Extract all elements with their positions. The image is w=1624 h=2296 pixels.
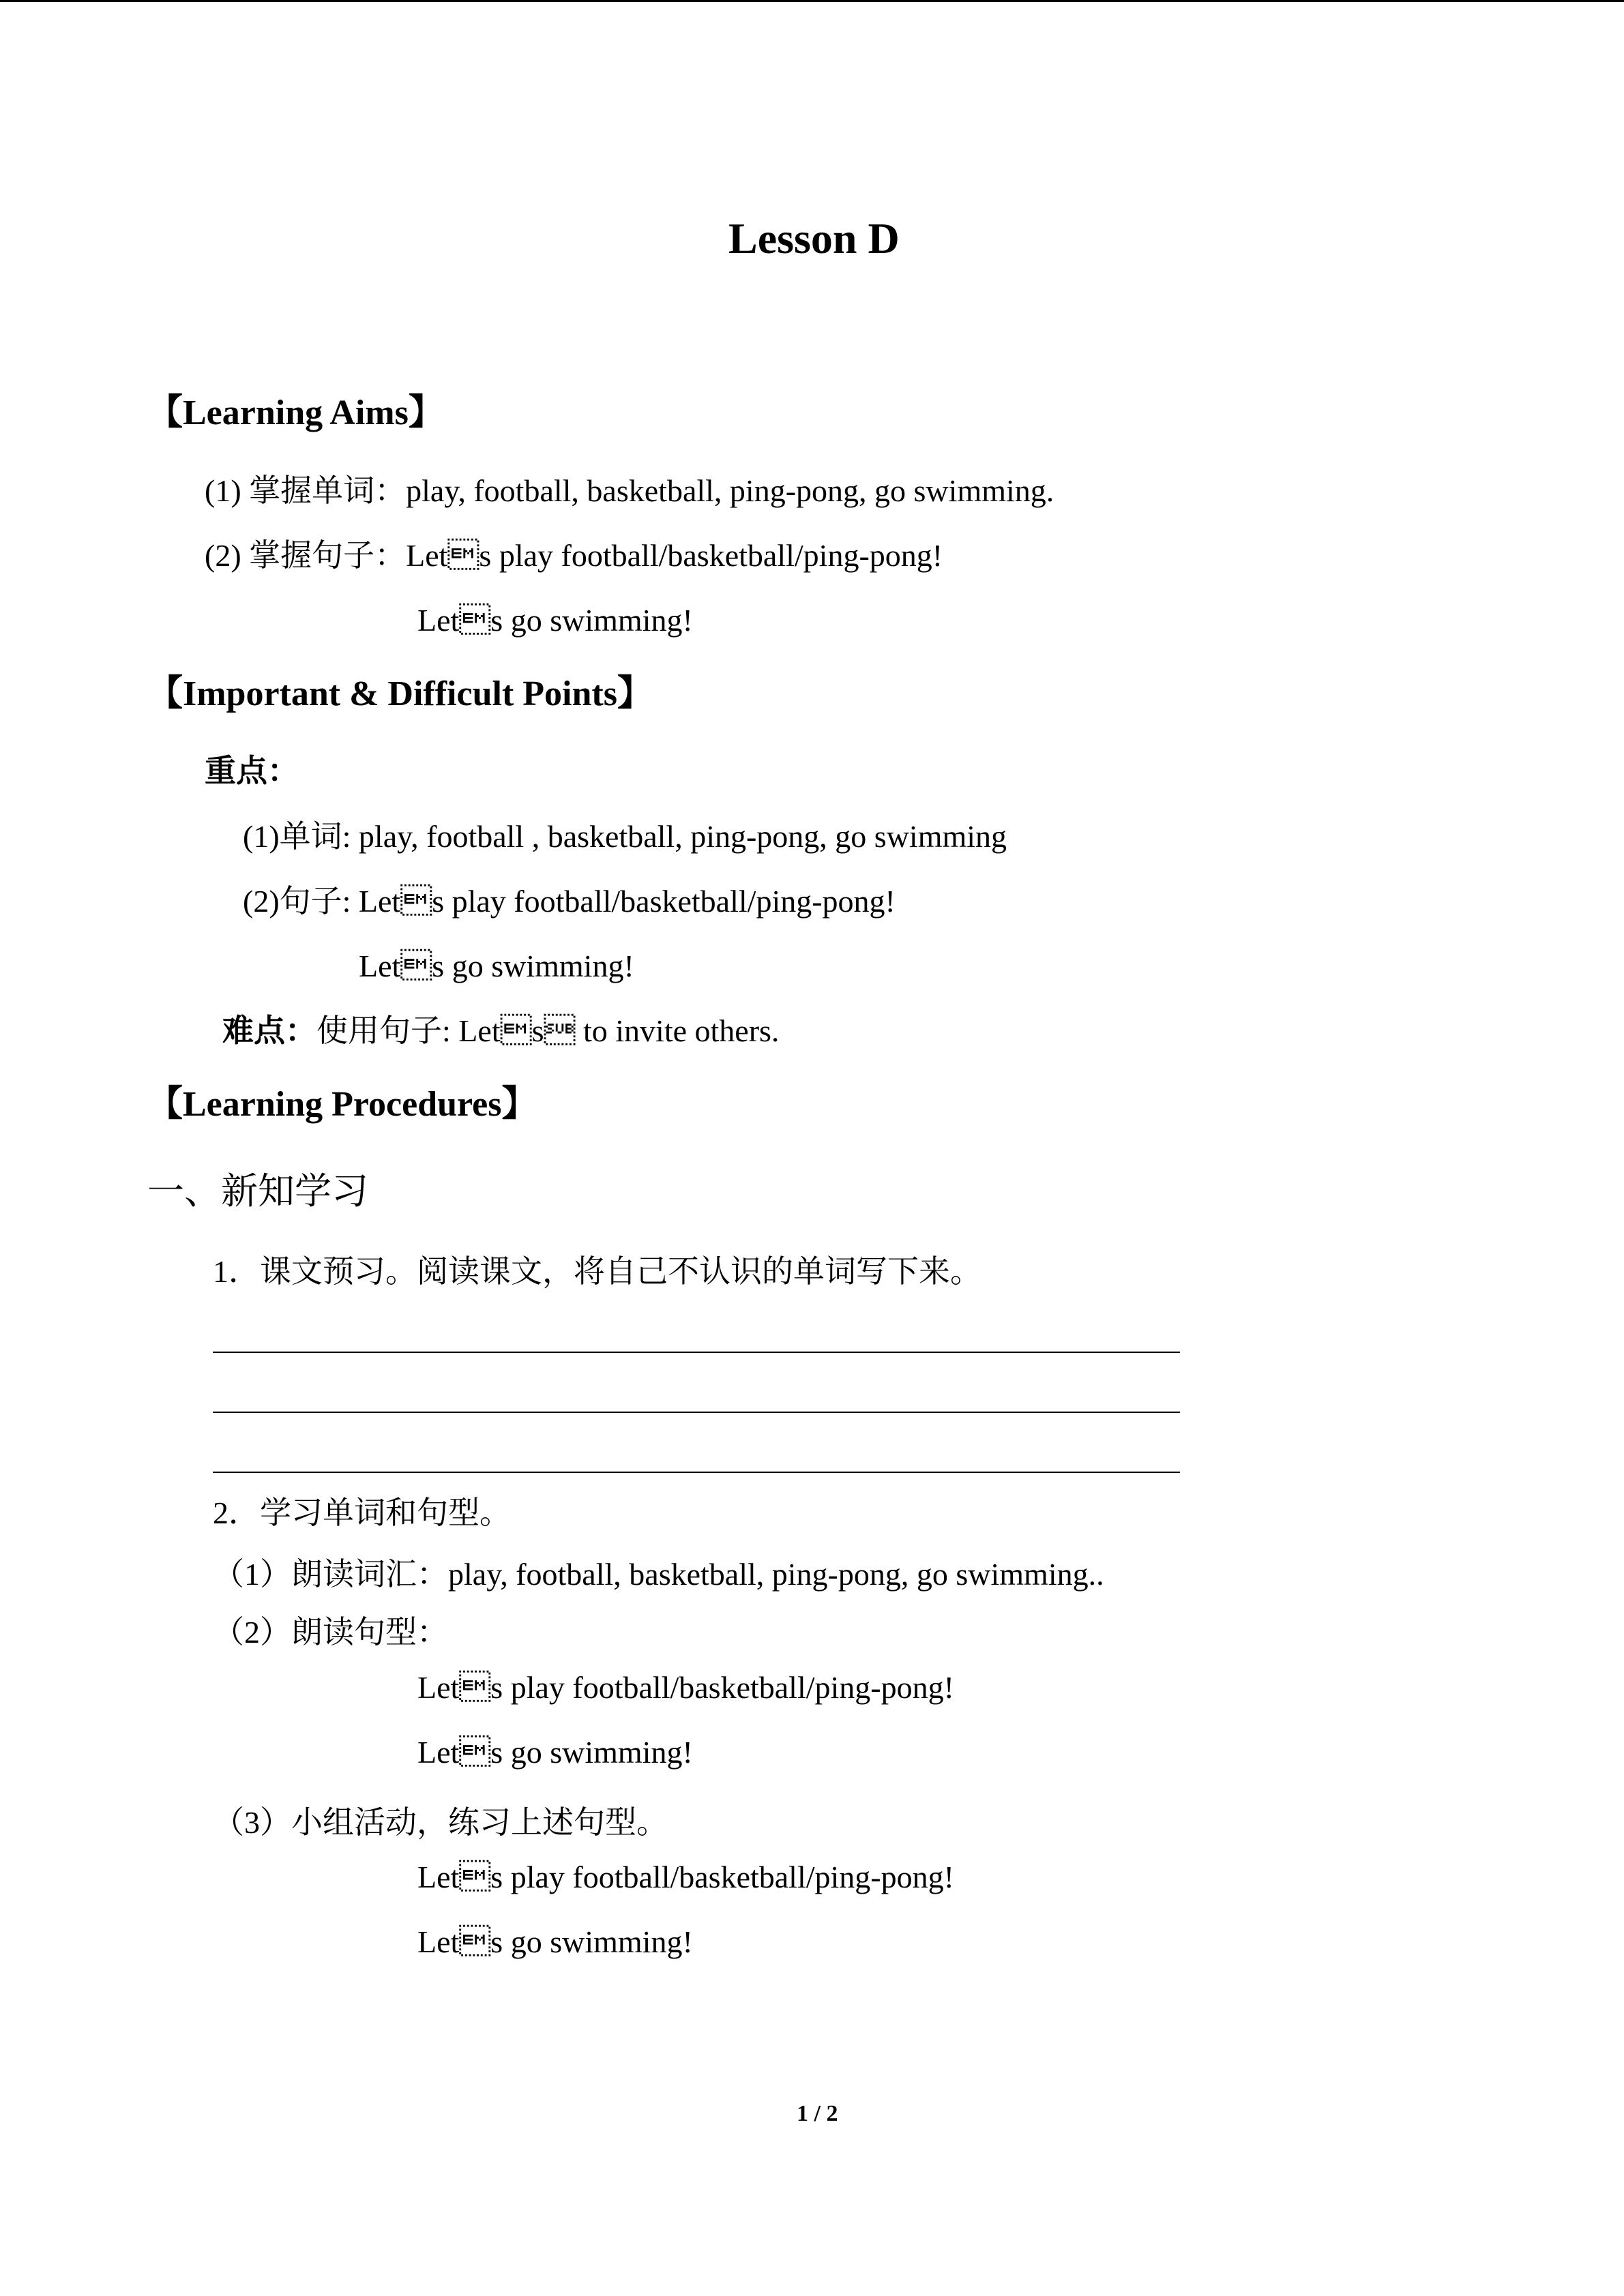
answer-line-3[interactable]: [213, 1472, 1180, 1473]
page-top-border: [0, 0, 1624, 2]
learning-aim-1: (1) 掌握单词：play, football, basketball, ping-pong, go swimming.: [205, 473, 1054, 508]
step-2-1: （1）朗读词汇：play, football, basketball, ping-pong, go swimming..: [213, 1557, 1104, 1592]
page-number: 1 / 2: [797, 2101, 838, 2126]
points-heading: 【Important & Difficult Points】: [147, 674, 653, 713]
step-1: 1．课文预习。阅读课文，将自己不认识的单词写下来。: [213, 1254, 981, 1289]
learning-aim-2: (2) 掌握句子：Lets play football/basketball/ping-pong!: [205, 538, 943, 573]
section-title: 一、新知学习: [147, 1171, 368, 1212]
difficult-point-text: 使用句子: Lets to invite others.: [316, 1013, 780, 1048]
difficult-point: [222, 1015, 779, 1047]
page-title: Lesson D: [728, 214, 900, 263]
difficult-point-label: 难点：: [222, 1013, 316, 1048]
learning-aims-heading: 【Learning Aims】: [147, 393, 444, 432]
key-point-1: (1)单词: play, football , basketball, ping-pong, go swimming: [243, 819, 1007, 854]
step-2-2: （2）朗读句型：: [213, 1615, 448, 1650]
step-2-3-line-1: Lets play football/basketball/ping-pong!: [417, 1860, 954, 1894]
key-points-label: 重点：: [205, 754, 299, 788]
key-point-2: (2)句子: Lets play football/basketball/ping-pong!: [243, 884, 896, 919]
step-2: 2．学习单词和句型。: [213, 1495, 511, 1530]
learning-aim-2-continued: Lets go swimming!: [417, 603, 693, 638]
key-point-2-continued: Lets go swimming!: [359, 949, 634, 983]
step-2-2-line-2: Lets go swimming!: [417, 1735, 693, 1770]
procedures-heading: 【Learning Procedures】: [147, 1085, 537, 1124]
answer-line-2[interactable]: [213, 1412, 1180, 1413]
step-2-3: （3）小组活动，练习上述句型。: [213, 1805, 668, 1840]
answer-line-1[interactable]: [213, 1352, 1180, 1353]
step-2-3-line-2: Lets go swimming!: [417, 1924, 693, 1959]
step-2-2-line-1: Lets play football/basketball/ping-pong!: [417, 1670, 954, 1705]
